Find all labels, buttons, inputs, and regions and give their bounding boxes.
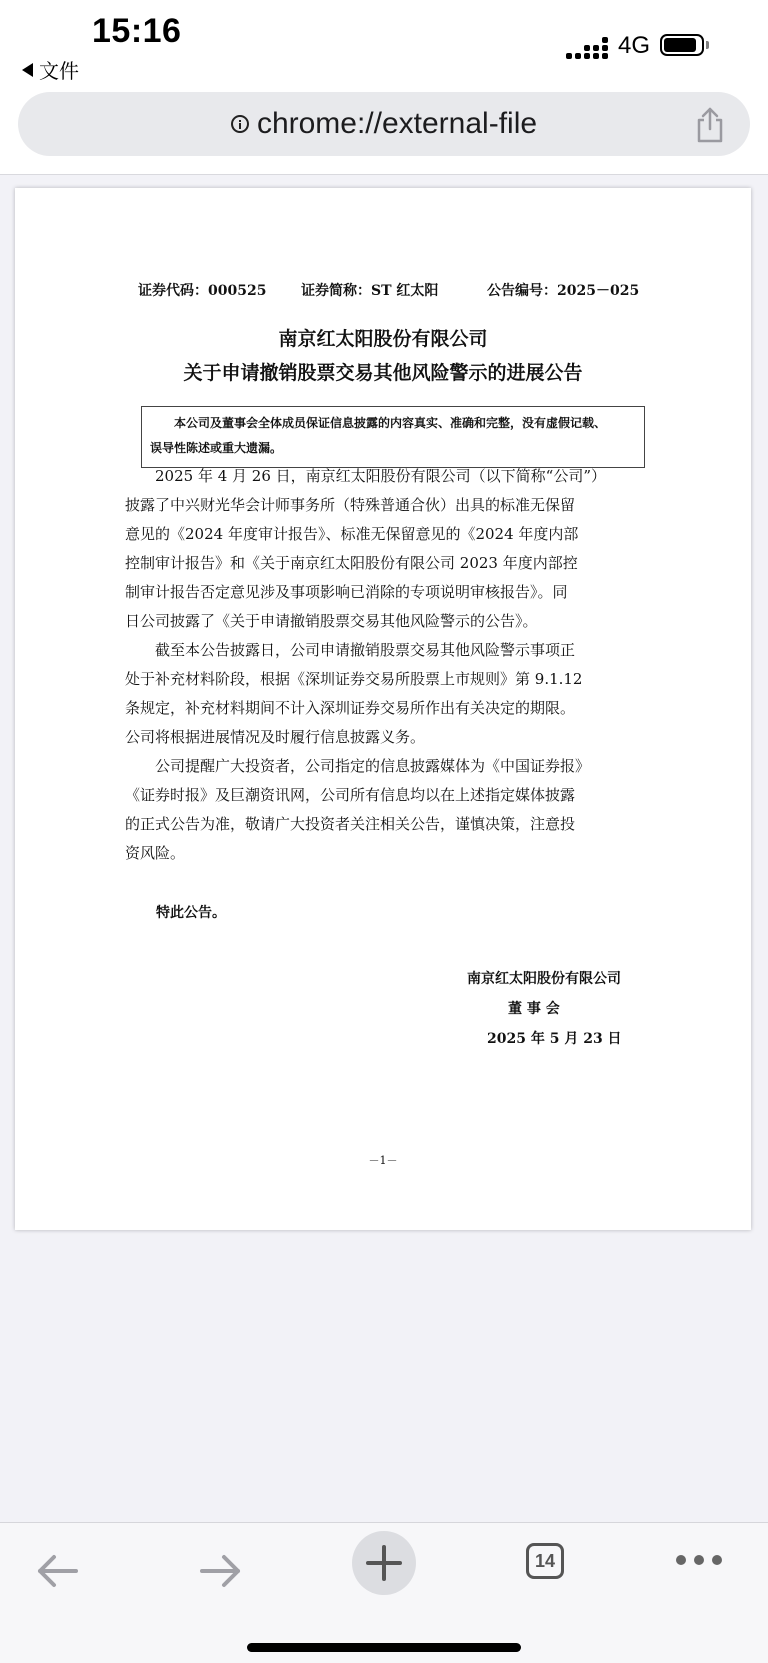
forward-arrow-icon[interactable] xyxy=(190,1541,250,1601)
text-line: 的正式公告为准，敬请广大投资者关注相关公告，谨慎决策，注意投 xyxy=(125,815,576,833)
paragraph-1 xyxy=(125,462,655,636)
signature-company: 南京红太阳股份有限公司 xyxy=(467,971,621,987)
info-icon[interactable] xyxy=(231,115,249,133)
address-bar[interactable] xyxy=(18,92,750,156)
battery-icon xyxy=(660,34,710,58)
status-indicators xyxy=(566,32,710,60)
text-line: 截至本公告披露日，公司申请撤销股票交易其他风险警示事项正 xyxy=(155,641,576,659)
tab-switcher-button[interactable]: 14 xyxy=(526,1543,564,1579)
title-subject: 关于申请撤销股票交易其他风险警示的进展公告 xyxy=(183,362,583,384)
text-line: 资风险。 xyxy=(125,844,186,862)
text-line: 意见的《2024 年度审计报告》、标准无保留意见的《2024 年度内部 xyxy=(125,525,579,543)
plus-icon xyxy=(352,1531,416,1595)
network-type: 4G xyxy=(617,32,650,59)
text-line: 公司提醒广大投资者，公司指定的信息披露媒体为《中国证券报》 xyxy=(155,757,591,775)
paragraph-2 xyxy=(125,636,655,752)
signal-strength-icon xyxy=(566,33,608,59)
text-line: 控制审计报告》和《关于南京红太阳股份有限公司 2023 年度内部控 xyxy=(125,554,578,572)
text-line: 公司将根据进展情况及时履行信息披露义务。 xyxy=(125,728,426,746)
closing-text: 特此公告。 xyxy=(156,905,226,921)
notice-number: 公告编号：2025－025 xyxy=(487,283,640,299)
text-line: 《证券时报》及巨潮资讯网，公司所有信息均以在上述指定媒体披露 xyxy=(125,786,576,804)
pdf-page xyxy=(15,188,751,1230)
browser-bottom-toolbar xyxy=(0,1522,768,1663)
paragraph-3 xyxy=(125,752,655,868)
text-line: 2025 年 4 月 26 日，南京红太阳股份有限公司（以下简称“公司”） xyxy=(155,467,606,485)
more-menu-button[interactable] xyxy=(676,1555,722,1565)
text-line: 日公司披露了《关于申请撤销股票交易其他风险警示的公告》。 xyxy=(125,612,538,630)
text-line: 条规定，补充材料期间不计入深圳证券交易所作出有关决定的期限。 xyxy=(125,699,576,717)
status-time: 15:16 xyxy=(92,12,182,50)
signature-board: 董 事 会 xyxy=(508,1001,560,1017)
title-company: 南京红太阳股份有限公司 xyxy=(278,328,488,350)
back-to-app-button[interactable] xyxy=(22,55,79,84)
browser-top-bar xyxy=(0,0,768,175)
text-line: 制审计报告否定意见涉及事项影响已消除的专项说明审核报告》。同 xyxy=(125,583,568,601)
disclaimer-line: 误导性陈述或重大遗漏。 xyxy=(150,441,283,455)
signature-date: 2025 年 5 月 23 日 xyxy=(487,1031,622,1047)
url-text: chrome://external-file xyxy=(256,107,538,140)
text-line: 披露了中兴财光华会计师事务所（特殊普通合伙）出具的标准无保留 xyxy=(125,496,576,514)
home-indicator xyxy=(247,1643,521,1652)
back-triangle-icon xyxy=(22,63,33,77)
security-abbr: 证券简称：ST 红太阳 xyxy=(301,283,439,299)
back-arrow-icon[interactable] xyxy=(28,1541,88,1601)
text-line: 处于补充材料阶段，根据《深圳证券交易所股票上市规则》第 9.1.12 xyxy=(125,670,583,688)
share-icon[interactable] xyxy=(692,106,728,144)
disclaimer-box xyxy=(141,406,645,468)
disclaimer-line: 本公司及董事会全体成员保证信息披露的内容真实、准确和完整，没有虚假记载、 xyxy=(174,416,607,430)
new-tab-button[interactable] xyxy=(352,1531,416,1595)
security-code: 证券代码：000525 xyxy=(138,283,267,299)
page-number: －1－ xyxy=(368,1154,398,1167)
back-app-label: 文件 xyxy=(39,61,79,83)
